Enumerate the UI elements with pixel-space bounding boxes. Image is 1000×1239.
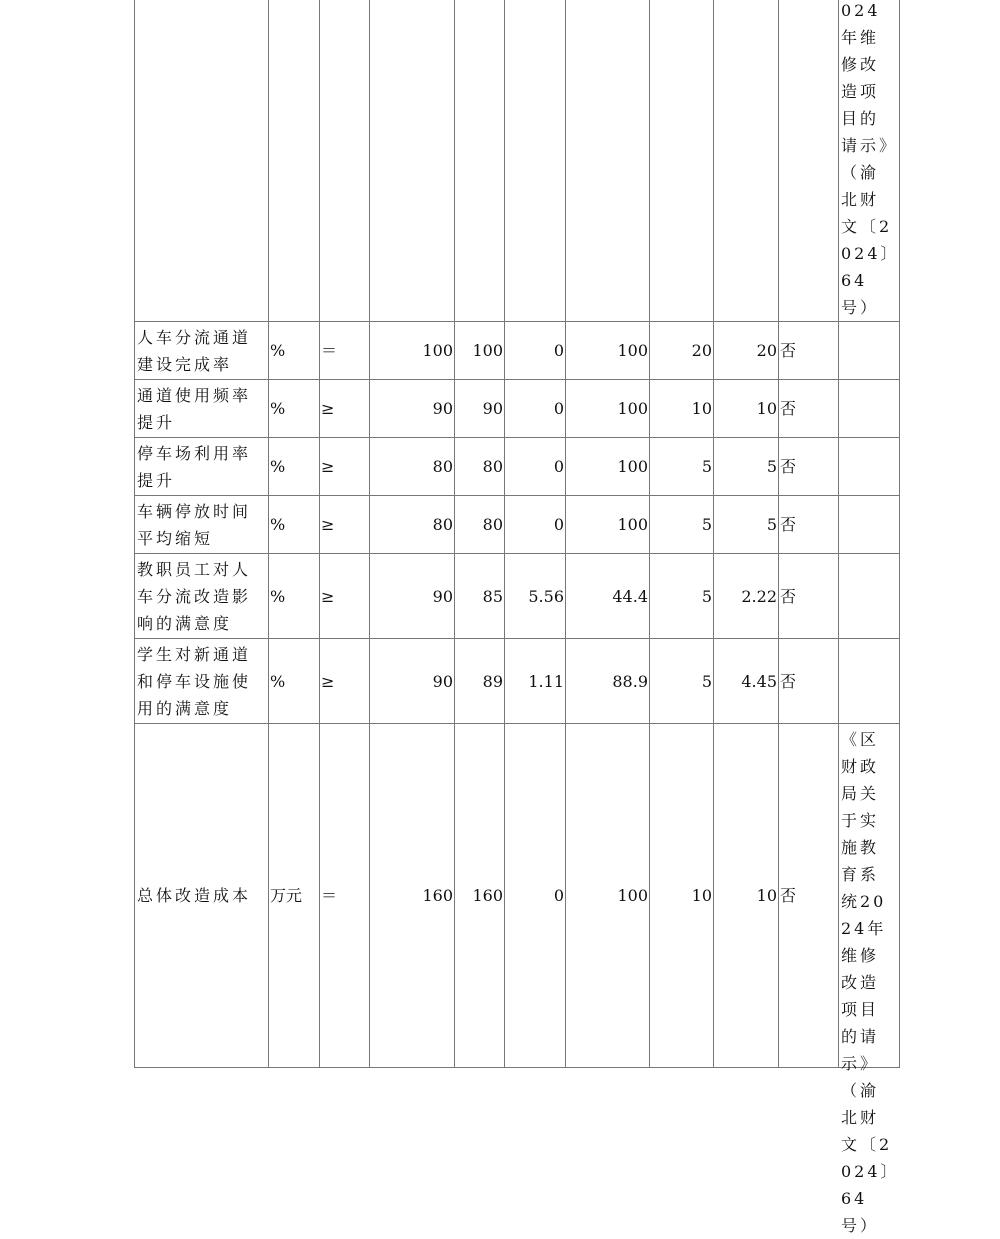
table-row [135, 0, 900, 322]
basis-cell [839, 438, 900, 496]
score-cell: 4.45 [714, 639, 779, 724]
indicator-cell: 总体改造成本 [135, 724, 269, 1068]
basis-text: 《区财政局关于实施教育系统2024年维修改造项目的请示》（渝北财文〔2024〕64号） [841, 730, 893, 1235]
unit-cell: % [269, 322, 320, 380]
operator-cell: ≥ [320, 496, 370, 554]
flag-cell: 否 [779, 639, 839, 724]
score-cell: 10 [714, 380, 779, 438]
table-row [135, 380, 900, 438]
target-value-cell: 160 [370, 724, 455, 1068]
indicator-cell: 车辆停放时间平均缩短 [135, 496, 269, 554]
unit-cell: % [269, 496, 320, 554]
table-row [135, 554, 900, 639]
basis-cell: 024年维修改造项目的请示》（渝北财文〔2024〕64号） [839, 0, 900, 322]
actual-value-cell: 160 [455, 724, 505, 1068]
deviation-cell: 0 [505, 438, 566, 496]
indicator-cell: 教职员工对人车分流改造影响的满意度 [135, 554, 269, 639]
actual-value-cell: 100 [455, 322, 505, 380]
operator-cell: ≥ [320, 639, 370, 724]
weight-cell: 5 [650, 554, 714, 639]
actual-value-cell: 89 [455, 639, 505, 724]
unit-cell: 万元 [269, 724, 320, 1068]
weight-cell: 5 [650, 496, 714, 554]
completion-rate-cell: 100 [566, 724, 650, 1068]
table-row [135, 639, 900, 724]
unit-cell: % [269, 380, 320, 438]
table-row [135, 496, 900, 554]
completion-rate-cell: 44.4 [566, 554, 650, 639]
flag-cell: 否 [779, 380, 839, 438]
flag-cell: 否 [779, 554, 839, 639]
basis-cell [839, 496, 900, 554]
indicator-cell: 停车场利用率提升 [135, 438, 269, 496]
actual-value-cell: 85 [455, 554, 505, 639]
basis-cell [839, 724, 900, 1235]
indicator-cell: 学生对新通道和停车设施使用的满意度 [135, 639, 269, 724]
completion-rate-cell: 100 [566, 496, 650, 554]
indicator-cell: 通道使用频率提升 [135, 380, 269, 438]
unit-cell: % [269, 438, 320, 496]
target-value-cell: 100 [370, 322, 455, 380]
completion-rate-cell: 100 [566, 380, 650, 438]
score-cell: 20 [714, 322, 779, 380]
target-value-cell: 90 [370, 554, 455, 639]
operator-cell: ≥ [320, 438, 370, 496]
basis-cell [839, 322, 900, 380]
actual-value-cell: 90 [455, 380, 505, 438]
weight-cell: 5 [650, 438, 714, 496]
deviation-cell: 1.11 [505, 639, 566, 724]
deviation-cell: 0 [505, 322, 566, 380]
performance-indicator-table [134, 0, 900, 1235]
flag-cell: 否 [779, 496, 839, 554]
operator-cell: ≥ [320, 554, 370, 639]
score-cell: 5 [714, 496, 779, 554]
weight-cell: 10 [650, 724, 714, 1068]
deviation-cell: 5.56 [505, 554, 566, 639]
actual-value-cell: 80 [455, 496, 505, 554]
target-value-cell: 90 [370, 380, 455, 438]
indicator-cell: 人车分流通道建设完成率 [135, 322, 269, 380]
completion-rate-cell: 100 [566, 322, 650, 380]
score-cell: 10 [714, 724, 779, 1068]
table-row [135, 438, 900, 496]
target-value-cell: 90 [370, 639, 455, 724]
weight-cell: 20 [650, 322, 714, 380]
operator-cell: ＝ [320, 322, 370, 380]
completion-rate-cell: 88.9 [566, 639, 650, 724]
deviation-cell: 0 [505, 496, 566, 554]
flag-cell: 否 [779, 724, 839, 1068]
basis-cell [839, 554, 900, 639]
operator-cell: ≥ [320, 380, 370, 438]
unit-cell: % [269, 554, 320, 639]
target-value-cell: 80 [370, 496, 455, 554]
flag-cell: 否 [779, 322, 839, 380]
table-row [135, 724, 900, 1068]
operator-cell: ＝ [320, 724, 370, 1068]
deviation-cell: 0 [505, 724, 566, 1068]
completion-rate-cell: 100 [566, 438, 650, 496]
table-row [135, 322, 900, 380]
score-cell: 2.22 [714, 554, 779, 639]
basis-cell [839, 639, 900, 724]
score-cell: 5 [714, 438, 779, 496]
actual-value-cell: 80 [455, 438, 505, 496]
deviation-cell: 0 [505, 380, 566, 438]
unit-cell: % [269, 639, 320, 724]
flag-cell: 否 [779, 438, 839, 496]
basis-cell [839, 380, 900, 438]
weight-cell: 5 [650, 639, 714, 724]
target-value-cell: 80 [370, 438, 455, 496]
weight-cell: 10 [650, 380, 714, 438]
